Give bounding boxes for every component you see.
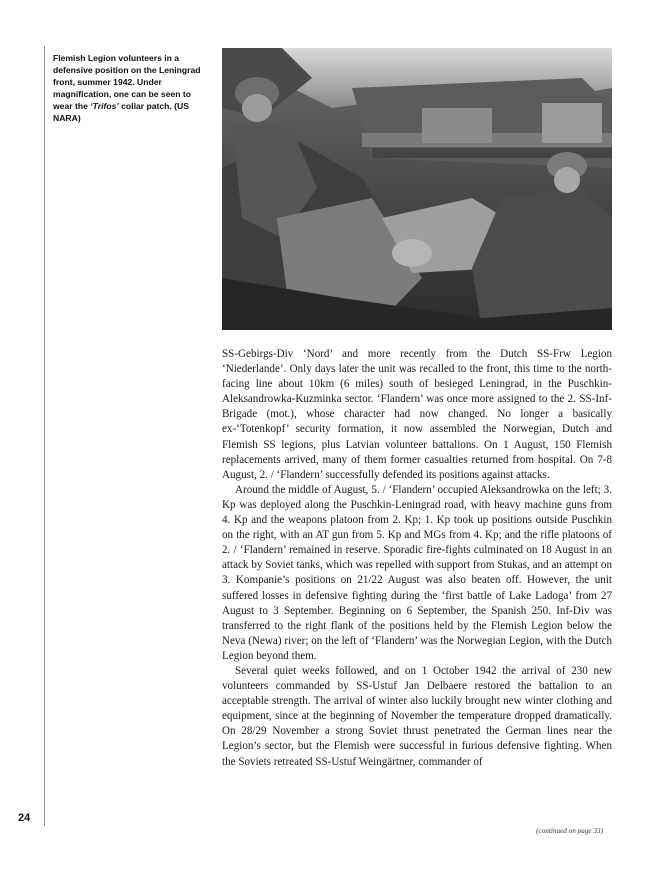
continued-note: (continued on page 33) [536, 827, 603, 835]
caption-italic: ‘Trifos’ [90, 101, 119, 112]
page-number: 24 [18, 812, 31, 824]
soldiers-photo [222, 48, 612, 330]
photo-illustration [222, 48, 612, 330]
margin-rule [44, 46, 45, 826]
article-body [222, 347, 612, 770]
paragraph: Several quiet weeks followed, and on 1 October 1942 the arrival of 230 new volunteers commanded by SS-Ustuf Jan Delbaere restored the battalion to an acceptable strength. The arrival of winter also luckily brought new winter clothing and equipment, since at the beginning of November the temperature dropped dramatically. On 28/29 November a strong Soviet thrust penetrated the German lines near the Legion’s sector, but the Flemish were successful in furious defensive fighting. When the Soviets retreated SS-Ustuf Weingärtner, commander of [222, 664, 612, 768]
photo-caption [53, 52, 205, 125]
caption-text: Flemish Legion volunteers in a defensive position on the Leningrad front, summer 1942. Under magnification, one can be seen to wear the [53, 53, 201, 112]
caption-text-end: collar patch. (US NARA) [53, 101, 189, 124]
paragraph: Around the middle of August, 5. / ‘Flandern’ occupied Aleksandrowka on the left; 3. Kp was deployed along the Puschkin-Leningrad road, with heavy machine guns from 4. Kp and the weapons platoon from 2. Kp; 1. Kp took up positions outside Puschkin on the right, with an AT gun from 5. Kp and MGs from 4. Kp; and the rifle platoons of 2. / ‘Flandern’ remained in reserve. Sporadic fire-fights culminated on 18 August in an attack by Soviet tanks, which was repelled with support from Stukas, and an attempt on 3. Kompanie’s positions on 21/22 August was also beaten off. However, the unit suffered losses in defensive fighting during the ‘first battle of Lake Ladoga’ from 27 August to 3 September. Beginning on 6 September, the Spanish 250. Inf-Div was transferred to the right flank of the positions held by the Flemish Legion below the Neva (Newa) river; on the left of ‘Flandern’ was the Norwegian Legion, with the Dutch Legion beyond them. [222, 483, 612, 662]
paragraph: SS-Gebirgs-Div ‘Nord’ and more recently from the Dutch SS-Frw Legion ‘Niederlande’. Only days later the unit was recalled to the front, this time to the north-facing line about 10km (6 miles) south of besieged Leningrad, in the Puschkin-Aleksandrowka-Kuzminka sector. ‘Flandern’ was once more assigned to the 2. SS-Inf-Brigade (mot.), whose character had now changed. No longer a basically ex-‘Totenkopf’ security formation, it now assembled the Norwegian, Dutch and Flemish SS legions, plus Latvian volunteer battalions. On 1 August, 150 Flemish replacements arrived, many of them former casualties returned from hospital. On 7-8 August, 2. / ‘Flandern’ successfully defended its positions against attacks. [222, 348, 612, 481]
